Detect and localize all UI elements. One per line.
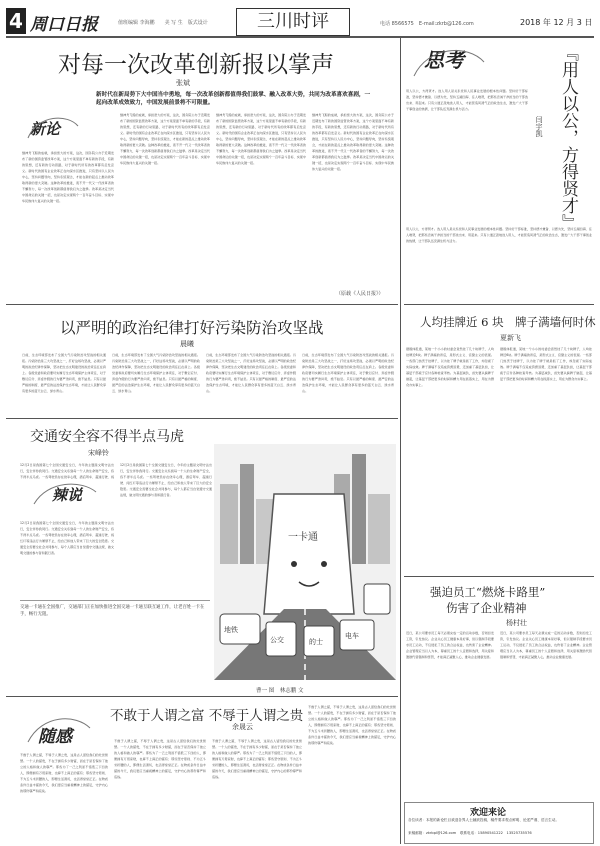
brand-body-col2: 据媒体报道，某地一个小小的村委会竟然挂了几十块牌子，人均挂牌近6块。牌子满墙的背后，是形式主义、官僚主义的表现。一些部门热衷于挂牌子，以为挂了牌子就是抓了工作，却忽视了实际成效。牌子满墙不仅造成资源浪费，还加重了基层负担，让基层干部疲于应付各种检查考核。为基层减负，首先要从摘牌子做起，让基层干部把更多的时间和精力用在抓落实上，用在为群众办实事上。 (500, 347, 592, 381)
vehicle-label-subway: 地铁 (224, 626, 238, 634)
masthead-meta-left: 值班编辑 李海鹏 美 写 生 版式设计 (118, 20, 208, 26)
poverty-body-col3: 不敢于人谓之富，不辱于人谓之贵，这是古人留给我们的处世智慧。一个人的富贵，不在于拥有多少财富，而在于是否保持了独立的人格和做人的尊严。那些为了一己之利而不惜低三下四的人，即便拥有万贯家财，也算不上真正的富有；那些坚守原则、不为五斗米折腰的人，即便生活清贫，也活得堂堂正正。在物质条件日益丰富的今天，我们更应当重视精神上的富足，守护内心的那份尊严和底线。 (212, 739, 302, 779)
tag-swirl-icon (24, 112, 82, 144)
poverty-tag: 随感 (38, 727, 72, 747)
vehicle-label-taxi: 的士 (309, 638, 323, 646)
vertical-byline: 闫宇凯 (535, 116, 543, 137)
tag-swirl-icon (30, 480, 100, 510)
traffic-artist: 曹一 图 林志鹏 文 (256, 688, 304, 694)
poverty-body-col4: 不敢于人谓之富，不辱于人谓之贵，这是古人留给我们的处世智慧。一个人的富贵，不在于拥有多少财富，而在于是否保持了独立的人格和做人的尊严。那些为了一己之利而不惜低三下四的人，即便拥有万贯家财，也算不上真正的富有；那些坚守原则、不为五斗米折腰的人，即便生活清贫，也活得堂堂正正。在物质条件日益丰富的今天，我们更应当重视精神上的富足，守护内心的那份尊严和底线。 (308, 705, 396, 745)
lead-body-col2: 继神舟飞船的成就，承担宽大的方案，这次，国务院公办于近期发布了新的国资监管改革方案，这个方案里面不单有新的手段，有新的思想，还有新的行动思路，对于新时代所有的改革都有启发意义。新时代的国有企业改革正在向深水区推进，只有坚持以人民为中心，坚持问题导向，坚持系统观念，才能在新的起点上推动改革取得新的更大突破。这种改革的推进，离不开一代又一代改革者的不懈努力，每一次改革创新都值得我们为之鼓掌。改革是决定当代中国命运的关键一招，也是决定实现两个一百年奋斗目标、实现中华民族伟大复兴的关键一招。 (120, 113, 210, 165)
traffic-caption: 交通一卡通在全国推广，交通部门正在加快推进全国交通一卡通互联互通工作，让老百姓一卡在手，畅行无阻。 (20, 600, 210, 618)
vertical-body-full: 用人以公，方得贤才。选人用人是关系党和人民事业发展的根本性问题。坚持好干部标准，坚持德才兼备、以德为先，坚持五湖四海、任人唯贤，把那些忠诚干净担当的干部选出来、用起来。只有公道正派地选人用人，才能营造风清气正的政治生态，激发广大干部干事创业的热情，让干部队伍充满生机与活力。 (406, 227, 592, 243)
issue-date: 2018 年 12 月 3 日 (520, 18, 593, 27)
lead-byline: 张斌 (176, 79, 190, 87)
brand-headline: 人均挂牌近 6 块 牌子满墙何时休 (420, 315, 596, 329)
traffic-body-col1b: 12月2日是我国第七个全国交通安全日，今年的主题是文明守法出行，安全伴你我同行。交通安全关系到每一个人的生命财产安全，容不得半点马虎。一些驾驶员存在侥幸心理，酒后驾车、超速行驶、闯红灯等违法行为屡禁不止，给自己和他人带来了巨大的安全隐患。交通安全需要全社会共同参与，每个人都应当自觉遵守交通法规，做文明交通的参与者和践行者。 (20, 521, 114, 555)
discipline-headline: 以严明的政治纪律打好污染防治攻坚战 (60, 319, 324, 337)
card-label: 一卡通 (288, 532, 318, 543)
discipline-body-col4: 日前，生态环境部发布了全国大气污染防治攻坚战的相关通报。污染防治是三大攻坚战之一，打好这场攻坚战，必须以严明的政治纪律作保障，坚决把生态文明建设的政治责任扛在肩上。各级党委和政府要切实履行生态环境保护主体责任，对于敷衍应付、弄虚作假的行为要严肃问责，绝不姑息。只有以最严格的制度、最严密的法治保护生态环境，才能让人民群众享有更多的蓝天白云、绿水青山。 (302, 353, 394, 393)
discipline-body-col3: 日前，生态环境部发布了全国大气污染防治攻坚战的相关通报。污染防治是三大攻坚战之一，打好这场攻坚战，必须以严明的政治纪律作保障，坚决把生态文明建设的政治责任扛在肩上。各级党委和政府要切实履行生态环境保护主体责任，对于敷衍应付、弄虚作假的行为要严肃问责，绝不姑息。只有以最严格的制度、最严密的法治保护生态环境，才能让人民群众享有更多的蓝天白云、绿水青山。 (206, 353, 296, 393)
lead-source: （原载《人民日报》） (336, 291, 384, 297)
poverty-body-col1: 不敢于人谓之富，不辱于人谓之贵，这是古人留给我们的处世智慧。一个人的富贵，不在于拥有多少财富，而在于是否保持了独立的人格和做人的尊严。那些为了一己之利而不惜低三下四的人，即便拥有万贯家财，也算不上真正的富有；那些坚守原则、不为五斗米折腰的人，即便生活清贫，也活得堂堂正正。在物质条件日益丰富的今天，我们更应当重视精神上的富足，守护内心的那份尊严和底线。 (20, 753, 108, 793)
lead-tag: 新论 (30, 120, 61, 138)
lead-body-col3: 继神舟飞船的成就，承担宽大的方案，这次，国务院公办于近期发布了新的国资监管改革方案，这个方案里面不单有新的手段，有新的思想，还有新的行动思路，对于新时代所有的改革都有启发意义。新时代的国有企业改革正在向深水区推进，只有坚持以人民为中心，坚持问题导向，坚持系统观念，才能在新的起点上推动改革取得新的更大突破。这种改革的推进，离不开一代又一代改革者的不懈努力，每一次改革创新都值得我们为之鼓掌。改革是决定当代中国命运的关键一招，也是决定实现两个一百年奋斗目标、实现中华民族伟大复兴的关键一招。 (216, 113, 306, 165)
poverty-body-col2: 不敢于人谓之富，不辱于人谓之贵，这是古人留给我们的处世智慧。一个人的富贵，不在于拥有多少财富，而在于是否保持了独立的人格和做人的尊严。那些为了一己之利而不惜低三下四的人，即便拥有万贯家财，也算不上真正的富有；那些坚守原则、不为五斗米折腰的人，即便生活清贫，也活得堂堂正正。在物质条件日益丰富的今天，我们更应当重视精神上的富足，守护内心的那份尊严和底线。 (114, 739, 206, 779)
lead-headline: 对每一次改革创新报以掌声 (58, 52, 334, 78)
tag-swirl-icon (24, 712, 94, 748)
discipline-body-col1: 日前，生态环境部发布了全国大气污染防治攻坚战的相关通报。污染防治是三大攻坚战之一，打好这场攻坚战，必须以严明的政治纪律作保障，坚决把生态文明建设的政治责任扛在肩上。各级党委和政府要切实履行生态环境保护主体责任，对于敷衍应付、弄虚作假的行为要严肃问责，绝不姑息。只有以最严格的制度、最严密的法治保护生态环境，才能让人民群众享有更多的蓝天白云、绿水青山。 (22, 353, 106, 393)
vehicle-label-tram: 电车 (345, 632, 359, 640)
brand-body-col1: 据媒体报道，某地一个小小的村委会竟然挂了几十块牌子，人均挂牌近6块。牌子满墙的背后，是形式主义、官僚主义的表现。一些部门热衷于挂牌子，以为挂了牌子就是抓了工作，却忽视了实际成效。牌子满墙不仅造成资源浪费，还加重了基层负担，让基层干部疲于应付各种检查考核。为基层减负，首先要从摘牌子做起，让基层干部把更多的时间和精力用在抓落实上，用在为群众办实事上。 (406, 347, 494, 387)
employee-body-col2: 近日，某公司要求员工每天必须完成一定的运动步数，否则扣发工资，引发热议。企业关心员工健康本是好事，但以强制手段要求员工运动，不仅侵犯了员工的合法权益，也伤害了企业精神。企业管理应当以人为本，尊重员工的个人意愿和选择，用关爱和激励代替强制和惩罚，才能真正凝聚人心，推动企业健康发展。 (500, 631, 592, 659)
footer-line1: 各位读者：本报的新论栏目欢迎各界人士踊跃投稿，稿件要求观点鲜明、论述严谨、语言生动。 (408, 818, 559, 822)
discipline-byline: 晨曦 (180, 340, 194, 348)
paper-name: 周口日报 (30, 15, 98, 35)
vertical-title: 『用人以公，方得贤才』 (558, 44, 578, 231)
traffic-bottom-rule (6, 696, 398, 697)
lead-body-col4: 继神舟飞船的成就，承担宽大的方案，这次，国务院公办于近期发布了新的国资监管改革方案，这个方案里面不单有新的手段，有新的思想，还有新的行动思路，对于新时代所有的改革都有启发意义。新时代的国有企业改革正在向深水区推进，只有坚持以人民为中心，坚持问题导向，坚持系统观念，才能在新的起点上推动改革取得新的更大突破。这种改革的推进，离不开一代又一代改革者的不懈努力，每一次改革创新都值得我们为之鼓掌。改革是决定当代中国命运的关键一招，也是决定实现两个一百年奋斗目标、实现中华民族伟大复兴的关键一招。 (312, 113, 394, 171)
footer-line2: 来稿邮箱：zkrbpl@126.com 联系电话：15890541222 13525735576 (408, 831, 532, 835)
discipline-bottom-rule (6, 418, 398, 419)
traffic-body-col2: 12月2日是我国第七个全国交通安全日，今年的主题是文明守法出行，安全伴你我同行。交通安全关系到每一个人的生命财产安全，容不得半点马虎。一些驾驶员存在侥幸心理，酒后驾车、超速行驶、闯红灯等违法行为屡禁不止，给自己和他人带来了巨大的安全隐患。交通安全需要全社会共同参与，每个人都应当自觉遵守交通法规，做文明交通的参与者和践行者。 (120, 463, 212, 497)
employee-byline: 杨村壮 (506, 619, 527, 627)
lead-bottom-rule (6, 304, 398, 305)
poverty-headline: 不敢于人谓之富 不辱于人谓之贵 (110, 708, 304, 724)
footer-title: 欢迎来论 (470, 808, 507, 818)
brand-byline: 夏新飞 (500, 334, 521, 342)
poverty-byline: 余晟云 (232, 723, 253, 731)
traffic-tag: 辣说 (52, 486, 83, 504)
employee-headline-2: 伤害了企业精神 (446, 601, 527, 615)
masthead-rule (6, 36, 594, 38)
right-rule-2 (404, 576, 594, 577)
employee-headline-1: 强迫员工“燃烧卡路里” (430, 585, 546, 599)
traffic-headline: 交通安全容不得半点马虎 (30, 429, 184, 445)
masthead-meta-right: 电话 8566575 E-mail:zkrb@126.com (380, 21, 474, 27)
vehicle-label-bus: 公交 (270, 636, 284, 644)
traffic-body-col1: 12月2日是我国第七个全国交通安全日，今年的主题是文明守法出行，安全伴你我同行。交通安全关系到每一个人的生命财产安全，容不得半点马虎。一些驾驶员存在侥幸心理，酒后驾车、超速行驶、闯 (20, 463, 114, 479)
right-rule-1 (404, 304, 594, 305)
traffic-byline: 宋峰铃 (88, 449, 109, 457)
vertical-tag: 思考 (424, 48, 464, 72)
page-number-badge: 4 (6, 8, 26, 34)
column-divider (400, 38, 401, 844)
employee-body-col1: 近日，某公司要求员工每天必须完成一定的运动步数，否则扣发工资，引发热议。企业关心员工健康本是好事，但以强制手段要求员工运动，不仅侵犯了员工的合法权益，也伤害了企业精神。企业管理应当以人为本，尊重员工的个人意愿和选择，用关爱和激励代替强制和惩罚，才能真正凝聚人心，推动企业健康发展。 (406, 631, 494, 659)
lead-summary: 新时代在新局势下大中国当中勇地，每一次改革创新都值得我们鼓掌、融入改革大势，共同为改革喜欢喜剧，一起向改革成效致力，中国发展前景将不可限量。 (96, 92, 371, 106)
section-title: 三川时评 (236, 8, 350, 36)
tag-swirl-icon (408, 42, 488, 82)
traffic-illustration (214, 444, 396, 680)
vertical-body-col1: 用人以公，方得贤才。选人用人是关系党和人民事业发展的根本性问题。坚持好干部标准，坚持德才兼备、以德为先，坚持五湖四海、任人唯贤，把那些忠诚干净担当的干部选出来、用起来。只有公道正派地选人用人，才能营造风清气正的政治生态，激发广大干部干事创业的热情，让干部队伍充满生机与活力。 (406, 89, 528, 111)
discipline-body-col2: 日前，生态环境部发布了全国大气污染防治攻坚战的相关通报。污染防治是三大攻坚战之一，打好这场攻坚战，必须以严明的政治纪律作保障，坚决把生态文明建设的政治责任扛在肩上。各级党委和政府要切实履行生态环境保护主体责任，对于敷衍应付、弄虚作假的行为要严肃问责，绝不姑息。只有以最严格的制度、最严密的法治保护生态环境，才能让人民群众享有更多的蓝天白云、绿水青山。 (112, 353, 200, 393)
lead-body-col1: 继神舟飞船的成就，承担宽大的方案，这次，国务院公办于近期发布了新的国资监管改革方案，这个方案里面不单有新的手段，有新的思想，还有新的行动思路，对于新时代所有的改革都有启发意义。新时代的国有企业改革正在向深水区推进，只有坚持以人民为中心，坚持问题导向，坚持系统观念，才能在新的起点上推动改革取得新的更大突破。这种改革的推进，离不开一代又一代改革者的不懈努力，每一次改革创新都值得我们为之鼓掌。改革是决定当代中国命运的关键一招，也是决定实现两个一百年奋斗目标、实现中华民族伟大复兴的关键一招。 (22, 151, 114, 203)
